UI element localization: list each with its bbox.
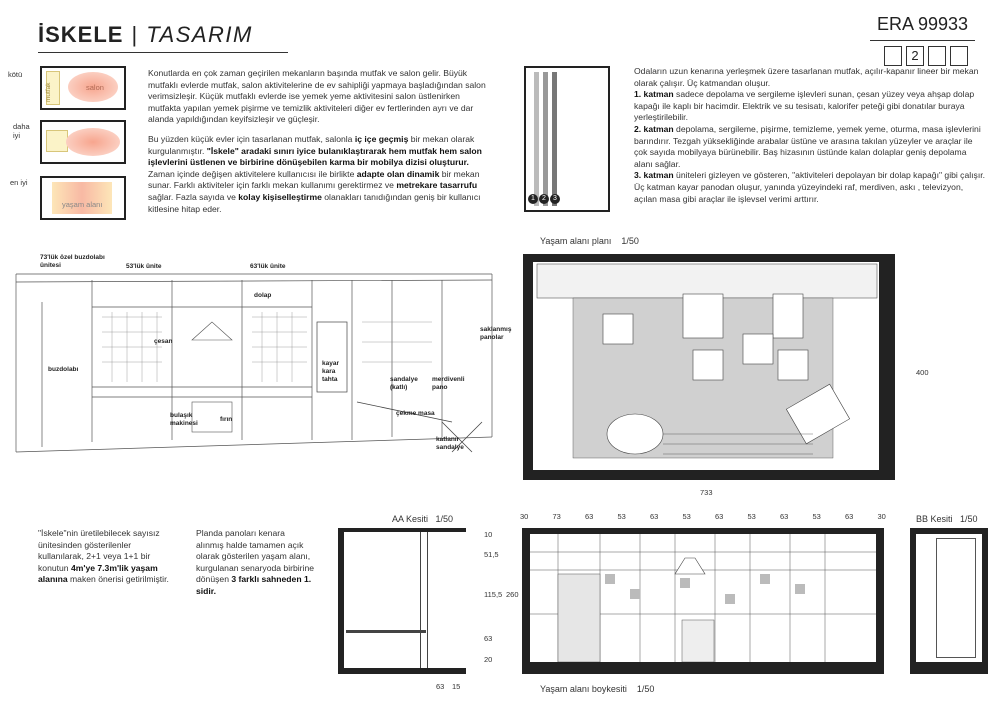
label-merdivenli: merdivenli pano [432,376,465,391]
aa-dim-2: 51,5 [484,550,499,559]
aa-dim-1: 10 [484,530,493,539]
label-cesan: çesan [154,338,173,345]
elev-title-text: Yaşam alanı boykesiti [540,684,627,694]
layer-diagram [524,66,610,212]
label-53: 53'lük ünite [126,263,162,270]
bb-scale: 1/50 [960,514,978,524]
elev-dim: 53 [747,512,756,521]
bb-title [916,514,978,524]
elev-dim: 73 [552,512,561,521]
elev-dim: 63 [585,512,594,521]
plan-height-dim: 400 [916,368,929,377]
elev-dim: 63 [780,512,789,521]
elev-dim: 30 [520,512,529,521]
diagram-bad [40,66,126,110]
aa-section [338,528,466,674]
layer-1-body: sadece depolama ve sergileme işlevleri sunan, çesan yüzey veya ahşap dolap kapağı ile kaplı bir hacimdir. Elektrik ve su tesisatı, kalorifer peteği gibi donatılar buraya yerleştirilebilir. [634,89,975,123]
aa-dim-5: 20 [484,655,493,664]
note-left-c: maken önerisi getirilmiştir. [67,574,169,585]
elev-dim: 63 [845,512,854,521]
elevation-wall [530,534,876,662]
kitchen-perspective [12,254,512,462]
layer-numbers [528,194,560,204]
bb-wall [916,534,982,662]
layer-2-text [634,124,986,170]
page-box-1 [884,46,902,66]
label-daha: daha [13,122,30,131]
layer-strip [534,72,539,206]
p2-c: bir mekan olarak kurgulanmıştır. [148,134,475,156]
plan-scale: 1/50 [621,236,639,246]
label-sandalye: sandalye (katlı) [390,376,418,391]
note-mid-b: 3 farklı sahneden 1. sidir. [196,574,312,596]
aa-title-text: AA Kesiti [392,514,429,524]
layer-2-body: depolama, sergileme, pişirme, temizleme, yemek yeme, oturma, masa işlevlerini barındırır. Tezgah yüksekliğinde arabalar üstüne ve arasına takılan yüzeyler ve araçlar ile çok sayıda mobilyaya bürünebilir. Baş hizasının üstünde kalan dolaplar geniş depolama alanı sağlar. [634,123,981,169]
label-katlanir: katlanır sandalye [436,436,464,451]
aa-dim-h-1: 63 [436,682,445,691]
page-box-4 [950,46,968,66]
layer-strip [552,72,557,206]
layer-1-title: 1. katman [634,89,674,100]
p2-k: olanakları tanıdığından geniş bir kullanıcı kitlesine hitap eder. [148,191,481,214]
aa-dim-3: 115,5 [484,590,503,599]
note-left-a: "İskele"nin üretilebilecek sayısız ünitesinden gösterilenler kullanılarak, 2+1 veya 1+1 bir konutun [38,528,160,573]
intro-paragraph-2 [148,134,493,215]
label-63: 63'lük ünite [250,263,286,270]
layer-number-1: 1 [528,194,538,204]
plan-title [540,236,639,246]
p2-a: Bu yüzden küçük evler için tasarlanan mutfak, salonla [148,134,355,144]
elev-dim: 53 [617,512,626,521]
p2-d: "İskele" aradaki sınırı iyice bulanıklaştırarak hem mutfak hem salon işlevlerini üstlenen ve birbirine dönüşebilen karma bir mobilya dizisi oluşturur. [148,145,482,168]
bb-title-text: BB Kesiti [916,514,953,524]
p2-g: bir mekan sunar. Farklı aktiviteler için farklı mekan kullanımı gerektirmez ve [148,168,480,191]
layer-3-text [634,170,986,205]
elevation-drawing [530,534,876,662]
elev-dim: 53 [682,512,691,521]
bb-unit [936,538,976,658]
note-left-b: 4m'ye 7.3m'lik yaşam alanına [38,562,158,585]
diagram-better [40,120,126,164]
title-underline [38,52,288,53]
label-en-iyi: en iyi [10,178,28,187]
plan-drawing [523,254,895,480]
layer-strip [543,72,548,206]
label-saklanmis: saklanmış panolar [480,326,512,341]
p2-e: Zaman içinde değişen aktivitelere kullanıcısı ile birlikte [148,168,357,179]
kitchen-zone [46,130,68,152]
elev-dim: 30 [877,512,886,521]
label-bulasik: bulaşık makinesi [170,412,198,427]
aa-dim-total: 260 [506,590,519,599]
layers-text [634,66,986,205]
salon-label: salon [86,83,104,92]
elev-scale: 1/50 [636,684,655,694]
p2-i: sağlar. Fazla sayıda ve [148,191,239,202]
title-italic: TASARIM [146,22,253,47]
title-bold: İSKELE [38,22,124,47]
plan-title-text: Yaşam alanı planı [540,236,612,246]
aa-scale: 1/50 [435,514,454,524]
layers-intro: Odaların uzun kenarına yerleşmek üzere tasarlanan mutfak, açılır-kapanır lineer bir mekan olarak çalışır. Üç katmandan oluşur. [634,66,979,88]
p2-b: iç içe geçmiş [354,134,409,144]
aa-title [392,514,453,524]
era-underline [870,40,975,41]
label-firin: fırın [220,416,233,423]
diagram-best [40,176,126,220]
p2-j: kolay kişiselleştirme [238,191,322,202]
layer-1-text [634,89,986,124]
note-left [38,528,178,586]
label-kayar: kayar kara tahta [322,360,339,383]
elevation-section [522,528,884,674]
label-kotu: kötü [8,70,23,79]
elev-dim: 63 [650,512,659,521]
title-separator: | [131,22,139,47]
elev-dim: 53 [812,512,821,521]
note-mid-a: Planda panoları kenara alınmış halde tamamen açık olarak gösterilen yaşam alanı, kurgulanan senaryoda birbirine dönüşen [196,528,315,585]
elevation-dims [520,512,886,521]
bb-section [910,528,988,674]
aa-panel [420,532,428,668]
layer-3-title: 3. katman [634,170,674,181]
aa-counter [346,630,426,633]
label-cekme: çekme masa [396,410,435,417]
yasam-label: yaşam alanı [62,200,103,209]
living-zone [52,182,112,214]
label-dolap: dolap [254,292,272,299]
mutfak-label: mutfak [45,82,52,102]
intro-paragraph-1: Konutlarda en çok zaman geçirilen mekanların başında mutfak ve salon gelir. Büyük mutfaklı evlerde mutfak, salon aktivitelerine de ev sahipliği yapmaya başladığından salon verimsizleşir. Küçük mutfaklı evlerde ise yemek yeme aktivitesini salon üstlenirken mutfakta yapılan yemek pişirme ve temizlik aktiviteleri diğer ev fertlerinden ayrı ve dar alanda yapıldığından keyifsizleşir ve güçleşir. [148,68,486,125]
layer-number-3: 3 [550,194,560,204]
page-title [38,22,253,48]
aa-dim-4: 63 [484,634,493,643]
label-73: 73'lük özel buzdolabı ünitesi [40,254,105,269]
label-iyi: iyi [13,131,21,140]
layer-number-2: 2 [539,194,549,204]
elev-dim: 63 [715,512,724,521]
elevation-title [540,684,654,694]
plan-width-dim: 733 [700,488,713,497]
label-buzdolabi: buzdolabı [48,366,79,373]
aa-dim-h-2: 15 [452,682,461,691]
era-code: ERA 99933 [876,14,969,34]
living-plan [523,254,895,480]
p2-f: adapte olan dinamik [356,168,440,179]
salon-zone [66,128,120,156]
p2-h: metrekare tasarrufu [396,180,478,191]
layer-3-body: üniteleri gizleyen ve gösteren, "aktiviteleri depolayan bir dolap kapağı" gibi çalışır. Üç katman kayar panodan oluşur, yanında yüzeyindeki raf, merdiven, askı , televizyon, açılan masa gibi araçlar ile işlevsel verimi arttırır. [634,170,986,204]
layer-2-title: 2. katman [634,123,674,134]
page-box-2: 2 [906,46,924,66]
note-mid [196,528,314,598]
page-box-3 [928,46,946,66]
